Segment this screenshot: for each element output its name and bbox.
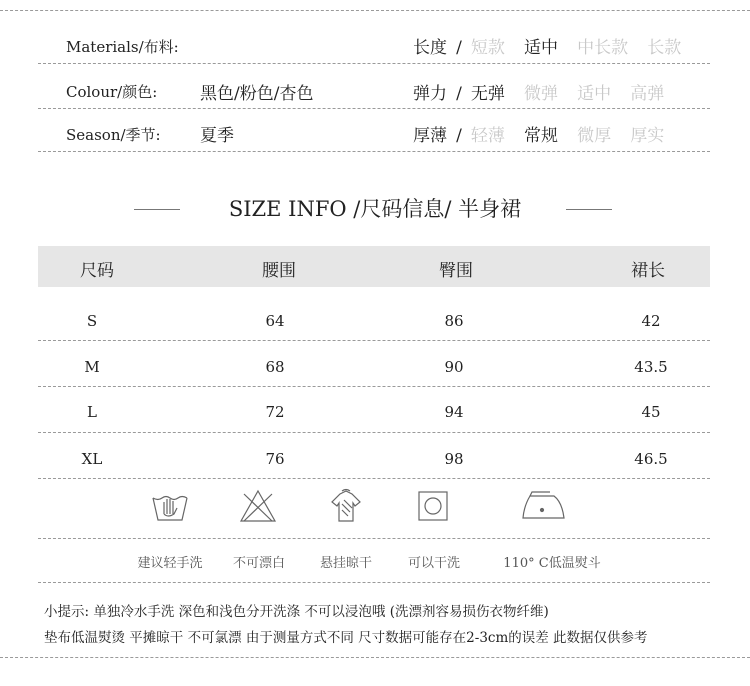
elasticity-opt-3: 高弹	[630, 84, 665, 104]
table-divider-2	[38, 386, 710, 387]
care-divider-top	[38, 538, 710, 539]
length-opt-2: 中长款	[577, 38, 629, 58]
care-divider-bottom	[38, 582, 710, 583]
colour-label: Colour/颜色:	[66, 83, 158, 101]
length-scale	[413, 33, 681, 58]
materials-label: Materials/布料:	[66, 38, 179, 56]
table-divider-4	[38, 478, 710, 479]
size-info-title: SIZE INFO /尺码信息/ 半身裙	[228, 197, 522, 221]
thickness-opt-2: 微厚	[577, 126, 612, 146]
iron-low-icon	[520, 488, 568, 524]
elasticity-opt-1: 微弹	[524, 84, 559, 104]
top-divider	[0, 10, 750, 11]
note-line-2: 垫布低温熨烫 平摊晾干 不可氯漂 由于测量方式不同 尺寸数据可能存在2-3cm的误差 此数据仅供参考	[44, 630, 648, 646]
length-opt-0: 短款	[470, 38, 505, 58]
row-divider-1	[38, 63, 710, 64]
cell-length: 43.5	[634, 358, 668, 376]
row-divider-3	[38, 151, 710, 152]
thickness-sep: /	[456, 126, 462, 146]
thickness-opt-1: 常规	[524, 126, 559, 146]
cell-hip: 90	[444, 358, 464, 376]
cell-size: XL	[81, 450, 103, 468]
care-label-hand-wash: 建议轻手洗	[137, 556, 203, 571]
length-opt-3: 长款	[647, 38, 682, 58]
cell-hip: 94	[444, 403, 464, 421]
cell-waist: 68	[265, 358, 285, 376]
colour-value: 黑色/粉色/杏色	[200, 84, 314, 104]
elasticity-scale	[413, 79, 664, 104]
elasticity-label: 弹力	[413, 84, 447, 104]
elasticity-opt-2: 适中	[577, 84, 612, 104]
elasticity-opt-0: 无弹	[470, 84, 505, 104]
note-line-1: 小提示: 单独冷水手洗 深色和浅色分开洗涤 不可以浸泡哦 (洗漂剂容易损伤衣物纤维)	[44, 604, 549, 620]
row-divider-2	[38, 108, 710, 109]
cell-length: 46.5	[634, 450, 668, 468]
header-hip: 臀围	[439, 261, 473, 281]
hang-dry-icon	[326, 488, 366, 524]
cell-waist: 72	[265, 403, 285, 421]
season-label: Season/季节:	[66, 126, 161, 144]
length-label: 长度	[413, 38, 447, 58]
care-label-iron: 110° C低温熨斗	[503, 556, 601, 571]
no-bleach-icon	[238, 488, 278, 524]
header-size: 尺码	[80, 261, 114, 281]
care-label-dry-clean: 可以干洗	[407, 556, 461, 571]
hand-wash-icon	[150, 488, 190, 524]
thickness-scale	[413, 121, 664, 146]
size-table-header	[38, 246, 710, 287]
cell-length: 45	[641, 403, 661, 421]
table-divider-1	[38, 340, 710, 341]
care-label-hang-dry: 悬挂晾干	[319, 556, 373, 571]
table-divider-3	[38, 432, 710, 433]
thickness-label: 厚薄	[413, 126, 447, 146]
thickness-opt-0: 轻薄	[470, 126, 505, 146]
elasticity-sep: /	[456, 84, 462, 104]
season-value: 夏季	[200, 126, 234, 146]
length-sep: /	[456, 38, 462, 58]
cell-hip: 86	[444, 312, 464, 330]
cell-length: 42	[641, 312, 661, 330]
header-length: 裙长	[631, 261, 665, 281]
bottom-divider	[0, 657, 750, 658]
cell-size: L	[87, 403, 97, 421]
cell-waist: 64	[265, 312, 285, 330]
cell-size: S	[86, 312, 98, 330]
cell-waist: 76	[265, 450, 285, 468]
title-rule-right	[566, 209, 612, 210]
header-waist: 腰围	[262, 261, 296, 281]
tumble-dry-icon	[414, 488, 454, 524]
thickness-opt-3: 厚实	[630, 126, 665, 146]
cell-hip: 98	[444, 450, 464, 468]
care-label-no-bleach: 不可漂白	[232, 556, 286, 571]
length-opt-1: 适中	[524, 38, 559, 58]
cell-size: M	[84, 358, 100, 376]
